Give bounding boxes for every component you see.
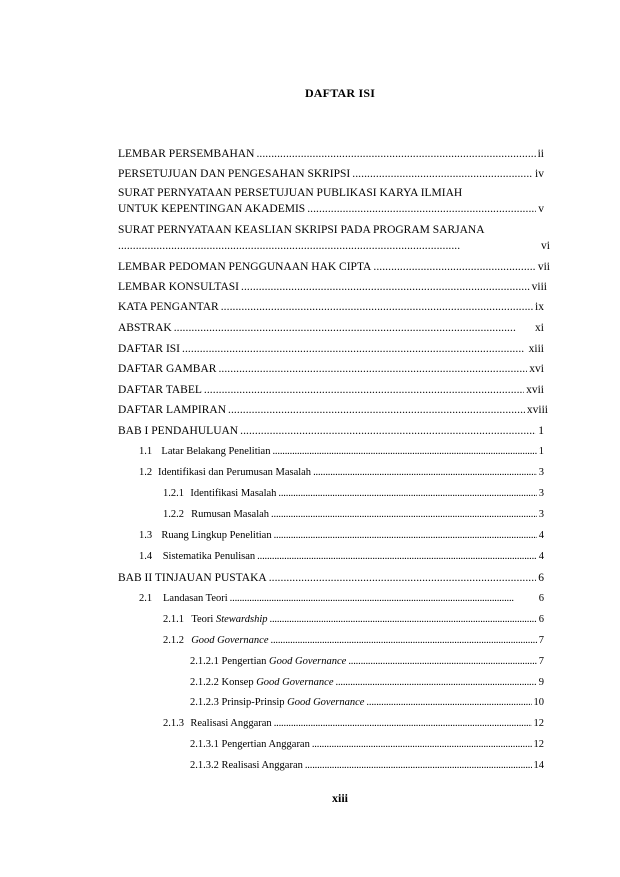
italic-term: Good Governance <box>191 635 269 646</box>
toc-entry[interactable] <box>139 549 544 565</box>
toc-entry-page: xvii <box>526 384 544 396</box>
toc-entry[interactable] <box>139 444 544 460</box>
toc-entry[interactable] <box>118 570 544 586</box>
toc-entry-label: DAFTAR GAMBAR <box>118 363 217 375</box>
toc-entry-label: 2.1.2.2 Konsep Good Governance <box>190 677 334 688</box>
toc-entry-number: 1.3 <box>139 530 153 541</box>
dot-leader <box>336 675 537 691</box>
toc-entry[interactable] <box>163 633 544 649</box>
dot-leader <box>257 549 537 565</box>
toc-entry-page: 12 <box>533 718 544 729</box>
toc-entry-label: PERSETUJUAN DAN PENGESAHAN SKRIPSI <box>118 168 351 180</box>
toc-entry-number: 2.1.1 <box>163 614 184 625</box>
toc-entry-page: vii <box>537 261 550 273</box>
toc-entry-page: 3 <box>538 488 544 499</box>
toc-entry-label: Realisasi Anggaran <box>190 718 272 729</box>
toc-entry-number: 2.1 <box>139 593 153 604</box>
toc-entry[interactable] <box>118 299 544 315</box>
toc-entry-page: 6 <box>538 572 544 584</box>
toc-entry-number: 1.1 <box>139 446 153 457</box>
toc-entry-page: 10 <box>533 697 544 708</box>
toc-entry-number: 2.1.2 <box>163 635 184 646</box>
toc-entry-label: Identifikasi Masalah <box>190 488 277 499</box>
toc-entry[interactable] <box>118 320 544 336</box>
dot-leader <box>373 259 535 275</box>
dot-leader <box>240 423 536 439</box>
toc-entry-number: 1.2.2 <box>163 509 184 520</box>
toc-entry-page: 3 <box>538 467 544 478</box>
toc-entry[interactable] <box>163 612 544 628</box>
toc-entry-page: 7 <box>538 656 544 667</box>
toc-entry-label: LEMBAR PERSEMBAHAN <box>118 148 255 160</box>
dot-leader <box>241 279 530 295</box>
toc-entry-label-line1: SURAT PERNYATAAN PERSETUJUAN PUBLIKASI KARYA ILMIAH <box>118 187 463 199</box>
dot-leader <box>271 633 537 649</box>
toc-entry[interactable] <box>118 341 544 357</box>
page-title: DAFTAR ISI <box>304 86 376 100</box>
toc-entry-label: UNTUK KEPENTINGAN AKADEMIS <box>118 203 306 215</box>
dot-leader <box>204 382 524 398</box>
toc-entry-page: 1 <box>538 425 544 437</box>
dot-leader <box>313 465 537 481</box>
italic-term: Good Governance <box>269 656 347 667</box>
toc-entry-label <box>191 633 268 649</box>
toc-entry[interactable] <box>118 382 544 398</box>
toc-entry-label: Identifikasi dan Perumusan Masalah <box>157 467 312 478</box>
toc-entry[interactable] <box>190 758 544 774</box>
toc-entry[interactable] <box>118 259 550 275</box>
dot-leader <box>174 320 533 336</box>
toc-entry-number: 1.2.1 <box>163 488 184 499</box>
toc-entry-label: DAFTAR TABEL <box>118 384 202 396</box>
toc-entry-label: LEMBAR PEDOMAN PENGGUNAAN HAK CIPTA <box>118 261 372 273</box>
toc-entry[interactable] <box>139 528 544 544</box>
toc-entry-label: Sistematika Penulisan <box>162 551 256 562</box>
toc-entry-page: 14 <box>533 760 544 771</box>
toc-entry-label-line1: SURAT PERNYATAAN KEASLIAN SKRIPSI PADA PROGRAM SARJANA <box>118 224 485 236</box>
toc-entry-label: 2.1.2.3 Prinsip-Prinsip Good Governance <box>190 697 365 708</box>
italic-term: Stewardship <box>215 614 268 625</box>
dot-leader <box>274 716 532 732</box>
toc-entry-page: xvi <box>529 363 544 375</box>
dot-leader <box>230 591 537 607</box>
dot-leader <box>256 146 535 162</box>
dot-leader <box>182 341 527 357</box>
dot-leader <box>312 737 532 753</box>
toc-entry[interactable] <box>190 695 544 711</box>
toc-entry-label: Landasan Teori <box>163 593 228 604</box>
dot-leader <box>270 612 537 628</box>
toc-entry-label: BAB II TINJAUAN PUSTAKA <box>118 572 267 584</box>
toc-entry-label: LEMBAR KONSULTASI <box>118 281 240 293</box>
toc-entry-page: 12 <box>533 739 544 750</box>
toc-entry[interactable] <box>190 654 544 670</box>
toc-entry[interactable] <box>118 238 550 254</box>
toc-entry[interactable] <box>118 361 544 377</box>
toc-entry-page: ix <box>535 301 544 313</box>
toc-entry-label: ABSTRAK <box>118 322 172 334</box>
toc-entry-page: vi <box>541 240 550 252</box>
toc-entry-page: xviii <box>526 404 548 416</box>
dot-leader <box>221 299 533 315</box>
toc-entry-number: 2.1.3 <box>163 718 184 729</box>
toc-entry-page: iv <box>535 168 544 180</box>
dot-leader <box>348 654 536 670</box>
toc-entry-page: 4 <box>538 551 544 562</box>
dot-leader <box>228 402 525 418</box>
dot-leader <box>278 486 536 502</box>
toc-entry[interactable] <box>163 486 544 502</box>
toc-entry-page: 4 <box>538 530 544 541</box>
toc-entry-label: DAFTAR LAMPIRAN <box>118 404 227 416</box>
toc-entry[interactable] <box>118 402 548 418</box>
toc-entry[interactable] <box>139 591 544 607</box>
dot-leader <box>269 570 537 586</box>
toc-entry-page: 7 <box>538 635 544 646</box>
toc-entry-label: Rumusan Masalah <box>191 509 270 520</box>
toc-entry[interactable] <box>118 423 544 439</box>
toc-entry-page: 6 <box>538 614 544 625</box>
toc-entry[interactable] <box>139 465 544 481</box>
dot-leader <box>352 166 533 182</box>
toc-entry-page: xi <box>535 322 544 334</box>
dot-leader <box>366 695 531 711</box>
toc-entry-page: xiii <box>528 343 544 355</box>
toc-entry[interactable] <box>163 716 544 732</box>
toc-entry-label: KATA PENGANTAR <box>118 301 219 313</box>
dot-leader <box>118 238 539 254</box>
toc-entry-label: 2.1.3.2 Realisasi Anggaran <box>190 760 303 771</box>
toc-entry[interactable] <box>118 146 544 162</box>
dot-leader <box>272 444 536 460</box>
toc-entry-label: BAB I PENDAHULUAN <box>118 425 239 437</box>
page-number: xiii <box>331 791 348 805</box>
toc-entry[interactable] <box>190 675 544 691</box>
toc-entry-page: 3 <box>538 509 544 520</box>
toc-entry[interactable] <box>118 166 544 182</box>
toc-entry-label: Ruang Lingkup Penelitian <box>161 530 272 541</box>
toc-entry-label: Teori Stewardship <box>191 614 268 625</box>
toc-entry-number: 1.4 <box>139 551 153 562</box>
toc-entry[interactable] <box>190 737 544 753</box>
dot-leader <box>305 758 532 774</box>
toc-entry-page: 6 <box>538 593 544 604</box>
toc-entry-page: viii <box>531 281 547 293</box>
toc-entry-label: Latar Belakang Penelitian <box>161 446 271 457</box>
italic-term: Good Governance <box>256 677 334 688</box>
toc-entry[interactable] <box>118 279 547 295</box>
dot-leader <box>218 361 527 377</box>
toc-entry-label: 2.1.3.1 Pengertian Anggaran <box>190 739 310 750</box>
toc-entry-label: 2.1.2.1 Pengertian Good Governance <box>190 656 347 667</box>
dot-leader <box>307 201 536 217</box>
italic-term: Good Governance <box>287 697 365 708</box>
toc-entry-number: 1.2 <box>139 467 153 478</box>
toc-entry-page: ii <box>537 148 544 160</box>
toc-entry-page: 9 <box>538 677 544 688</box>
toc-entry[interactable] <box>118 201 544 217</box>
dot-leader <box>274 528 537 544</box>
toc-entry-page: 1 <box>538 446 544 457</box>
toc-entry-label: DAFTAR ISI <box>118 343 181 355</box>
dot-leader <box>271 507 537 523</box>
toc-entry[interactable] <box>163 507 544 523</box>
toc-entry-page: v <box>538 203 544 215</box>
